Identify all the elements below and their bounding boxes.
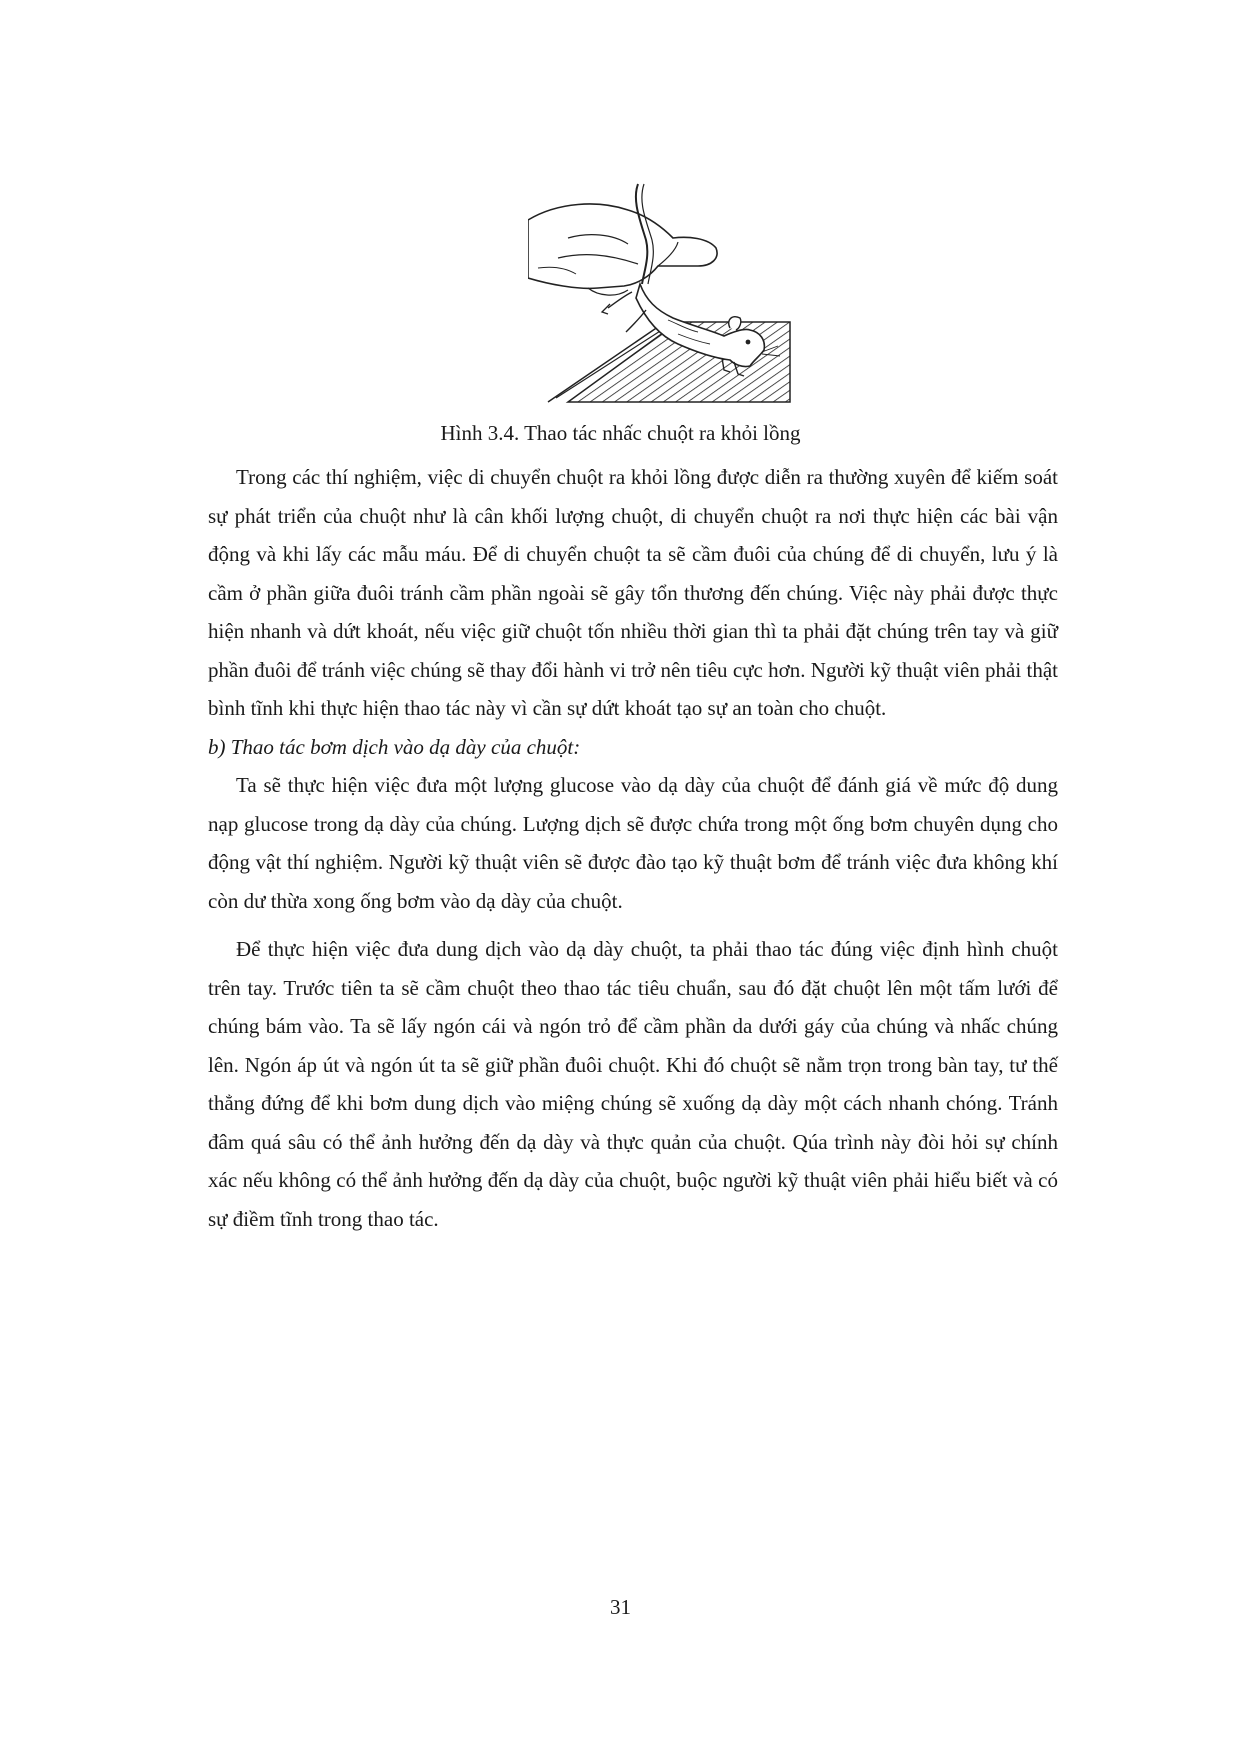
paragraph: Ta sẽ thực hiện việc đưa một lượng glucose vào dạ dày của chuột để đánh giá về mức độ dung nạp glucose trong dạ dày của chúng. Lượng dịch sẽ được chứa trong một ống bơm chuyên dụng cho động vật thí nghiệm. Người kỹ thuật viên sẽ được đào tạo kỹ thuật bơm để tránh việc đưa không khí còn dư thừa xong ống bơm vào dạ dày của chuột. (208, 773, 1058, 913)
paragraph: Trong các thí nghiệm, việc di chuyển chuột ra khỏi lồng được diễn ra thường xuyên để kiếm soát sự phát triển của chuột như là cân khối lượng chuột, di chuyển chuột ra nơi thực hiện các bài vận động và khi lấy các mẫu máu. Để di chuyển chuột ta sẽ cầm đuôi của chúng để di chuyển, lưu ý là cầm ở phần giữa đuôi tránh cầm phần ngoài sẽ gây tổn thương đến chúng. Việc này phải được thực hiện nhanh và dứt khoát, nếu việc giữ chuột tốn nhiều thời gian thì ta phải đặt chúng trên tay và giữ phần đuôi để tránh việc chúng sẽ thay đổi hành vi trở nên tiêu cực hơn. Người kỹ thuật viên phải thật bình tĩnh khi thực hiện thao tác này vì cần sự dứt khoát tạo sự an toàn cho chuột. (208, 465, 1058, 720)
page-number: 31 (610, 1595, 631, 1619)
paragraph: Để thực hiện việc đưa dung dịch vào dạ dày chuột, ta phải thao tác đúng việc định hình chuột trên tay. Trước tiên ta sẽ cầm chuột theo thao tác tiêu chuẩn, sau đó đặt chuột lên một tấm lưới để chúng bám vào. Ta sẽ lấy ngón cái và ngón trỏ để cầm phần da dưới gáy của chúng và nhấc chúng lên. Ngón áp út và ngón út ta sẽ giữ phần đuôi chuột. Khi đó chuột sẽ nằm trọn trong bàn tay, tư thế thẳng đứng để khi bơm dung dịch vào miệng chúng sẽ xuống dạ dày một cách nhanh chóng. Tránh đâm quá sâu có thể ảnh hưởng đến dạ dày và thực quản của chuột. Qúa trình này đòi hỏi sự chính xác nếu không có thể ảnh hưởng đến dạ dày của chuột, buộc người kỹ thuật viên phải hiểu biết và có sự điềm tĩnh trong thao tác. (208, 937, 1058, 1231)
figure-caption: Hình 3.4. Thao tác nhấc chuột ra khỏi lồng (440, 421, 801, 445)
figure-mouse-handling (528, 180, 796, 406)
mouse-lifted-by-tail-illustration (528, 180, 796, 406)
body-text (208, 458, 1058, 1238)
section-subheading: b) Thao tác bơm dịch vào dạ dày của chuột: (208, 734, 581, 759)
